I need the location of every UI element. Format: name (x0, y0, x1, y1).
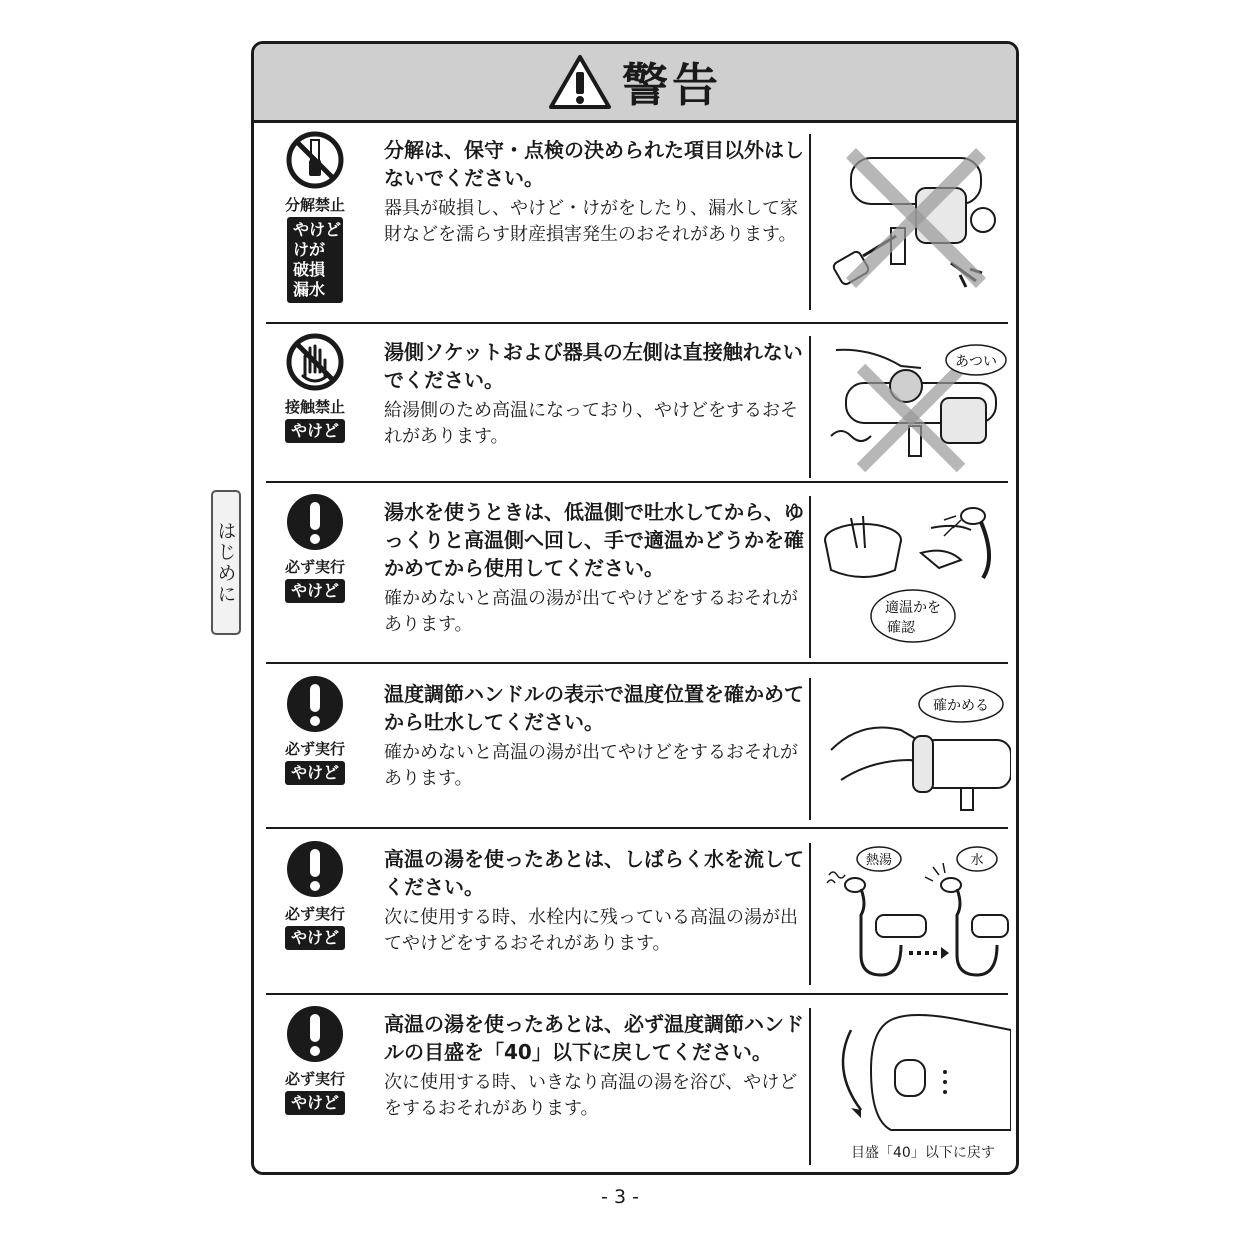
no-touch-icon (285, 332, 345, 392)
warning-row-handle-check (266, 674, 1008, 824)
dial-reset-illustration (821, 1010, 1011, 1138)
page-number: - 3 - (601, 1186, 639, 1208)
sign-label: 必ず実行 (284, 740, 345, 758)
sign-label: 接触禁止 (284, 398, 345, 416)
mandatory-action-icon (285, 839, 345, 899)
warning-heading: 湯側ソケットおよび器具の左側は直接触れないでください。 (384, 340, 803, 392)
mandatory-action-icon (285, 492, 345, 552)
illus-bubble: 確認 (887, 620, 915, 636)
illus-bubble-cold: 水 (970, 853, 984, 868)
warning-body: 器具が破損し、やけど・けがをしたり、漏水して家財などを濡らす財産損害発生のおそれがあります。 (384, 198, 798, 245)
mandatory-action-icon (285, 1004, 345, 1064)
prohibition-sign (276, 130, 354, 303)
mandatory-sign (276, 1004, 354, 1115)
warning-body: 給湯側のため高温になっており、やけどをするおそれがあります。 (384, 400, 798, 447)
row-divider (266, 322, 1008, 324)
sign-label: 分解禁止 (284, 196, 345, 214)
warning-heading: 湯水を使うときは、低温側で吐水してから、ゆっくりと高温側へ回し、手で適温かどうかを確かめてから使用してください。 (384, 500, 804, 580)
hazard-badge: やけど (285, 579, 345, 603)
warning-row-flush-water (266, 839, 1008, 989)
mandatory-action-icon (285, 674, 345, 734)
hazard-badge: やけど (285, 419, 345, 443)
warning-body: 確かめないと高温の湯が出てやけどをするおそれがあります。 (384, 742, 798, 789)
warning-header (254, 44, 1016, 123)
flush-water-illustration (821, 845, 1011, 983)
row-divider (266, 827, 1008, 829)
illus-bubble: 確かめる (933, 698, 989, 714)
warning-body: 確かめないと高温の湯が出てやけどをするおそれがあります。 (384, 588, 798, 635)
warning-row-no-touch (266, 332, 1008, 482)
sign-label: 必ず実行 (284, 558, 345, 576)
sign-label: 必ず実行 (284, 905, 345, 923)
illus-bubble: あつい (955, 354, 997, 370)
warning-heading: 分解は、保守・点検の決められた項目以外はしないでください。 (384, 138, 804, 190)
section-tab: はじめに (211, 490, 241, 635)
hazard-badge: やけど けが 破損 漏水 (287, 217, 343, 303)
warning-heading: 高温の湯を使ったあとは、しばらく水を流してください。 (384, 847, 804, 899)
row-divider (266, 993, 1008, 995)
hazard-badge: やけど (285, 1091, 345, 1115)
warning-heading: 高温の湯を使ったあとは、必ず温度調節ハンドルの目盛を「40」以下に戻してください。 (384, 1012, 804, 1064)
row-divider (266, 481, 1008, 483)
row-divider (266, 662, 1008, 664)
warning-box (251, 41, 1019, 1175)
illus-bubble: 適温かを (885, 600, 941, 616)
illus-bubble-hot: 熱湯 (865, 853, 893, 868)
faucet-hot-side-illustration (821, 338, 1011, 476)
prohibition-sign (276, 332, 354, 443)
mandatory-sign (276, 492, 354, 603)
warning-triangle-icon (548, 54, 612, 110)
warning-row-temperature-check (266, 492, 1008, 662)
warning-row-reset-dial (266, 1004, 1008, 1169)
no-disassembly-icon (285, 130, 345, 190)
warning-body: 次に使用する時、いきなり高温の湯を浴び、やけどをするおそれがあります。 (384, 1072, 798, 1119)
warning-heading: 温度調節ハンドルの表示で温度位置を確かめてから吐水してください。 (384, 682, 804, 734)
faucet-disassembly-illustration (821, 138, 1011, 308)
hand-test-illustration (821, 498, 1011, 656)
warning-row-disassembly (266, 130, 1008, 314)
hazard-badge: やけど (285, 926, 345, 950)
illus-caption: 目盛「40」以下に戻す (851, 1145, 995, 1161)
mandatory-sign (276, 839, 354, 950)
mandatory-sign (276, 674, 354, 785)
hazard-badge: やけど (285, 761, 345, 785)
warning-body: 次に使用する時、水栓内に残っている高温の湯が出てやけどをするおそれがあります。 (384, 907, 798, 954)
handle-check-illustration (821, 680, 1011, 818)
page-title: 警告 (622, 58, 722, 112)
sign-label: 必ず実行 (284, 1070, 345, 1088)
